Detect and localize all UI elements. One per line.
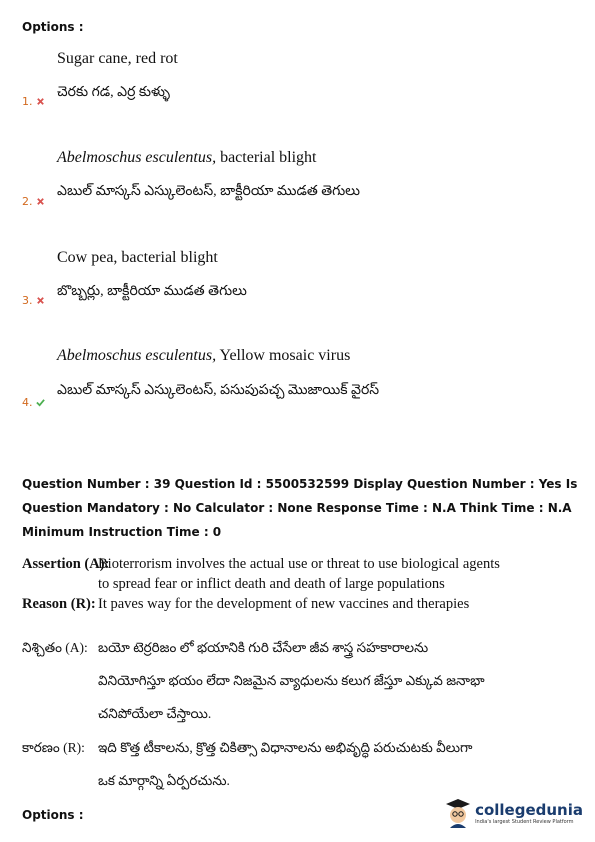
assertion-line-1: Bioterrorism involves the actual use or threat to use biological agents [98,556,500,572]
cross-icon [36,296,45,305]
check-icon [36,398,45,407]
option-4-number: 4. [22,396,33,409]
assertion-line-2: to spread fear or inflict death and death of large populations [98,576,445,592]
option-3-number: 3. [22,294,33,307]
telugu-assertion-line-2: వినియోగిస్తూ భయం లేదా నిజమైన వ్యాధులను కలుగ జేస్తూ ఎక్కువ జనాభా [98,673,485,688]
assertion-label-text: Assertion (A): [22,556,110,572]
telugu-assertion-line-3: చనిపోయేలా చేస్తాయి. [98,706,212,721]
option-1-english [57,50,178,68]
option-2-telugu: ఎబుల్ మాస్కస్ ఎస్కులెంటస్, బాక్టీరియా ముడత తెగులు [57,184,360,199]
option-1-telugu: చెరకు గడ, ఎర్ర కుళ్ళు [57,85,171,100]
reason-label-text: Reason (R): [22,596,96,612]
option-3-telugu: బొబ్బర్లు, బాక్టీరియా ముడత తెగులు [57,284,247,299]
option-4-species: Abelmoschus esculentus, [57,347,217,364]
logo-text-block [475,801,583,825]
telugu-assertion-line-1: బయో టెర్రరిజం లో భయానికి గురి చేసేలా జీవ శాస్త్ర సహకారాలను [98,640,429,655]
cross-icon [36,97,45,106]
option-4-marker [22,396,45,409]
option-4-english [57,347,350,365]
option-2-species: Abelmoschus esculentus, [57,149,217,166]
option-3-english-text: Cow pea, bacterial blight [57,249,218,266]
option-2-marker [22,195,45,208]
assertion-label [22,556,109,573]
option-3-english [57,249,218,267]
cross-icon [36,197,45,206]
logo-tagline: India's largest Student Review Platform [475,819,574,825]
telugu-assertion-label: నిశ్చితం (A): [22,640,88,655]
telugu-reason-line-1: ఇది కొత్త టీకాలను, క్రొత్త చికిత్సా విధానాలను అభివృద్ధి పరుచుటకు వీలుగా [98,740,473,755]
option-4-disease: Yellow mosaic virus [216,347,351,364]
option-1-number: 1. [22,95,33,108]
options-heading-bottom: Options : [22,808,84,822]
option-3-marker [22,294,45,307]
option-1-english-text: Sugar cane, red rot [57,50,178,67]
reason-label [22,596,96,613]
option-2-disease: bacterial blight [216,149,317,166]
option-2-english [57,149,316,167]
logo-wordmark: collegedunia [475,801,583,819]
collegedunia-logo [445,798,583,828]
graduate-mascot-icon [445,798,471,828]
option-1-marker [22,95,45,108]
option-4-telugu: ఎబుల్ మాస్కస్ ఎస్కులెంటస్, పసుపుపచ్చ మొజాయిక్ వైరస్ [57,383,380,398]
question-meta: Question Number : 39 Question Id : 5500532599 Display Question Number : Yes Is Question Mandatory : No Calculator : None Response Time : N.A Think Time : N.A Minimum Instruction Time : 0 [22,477,578,539]
telugu-reason-label: కారణం (R): [22,740,85,755]
reason-text: It paves way for the development of new vaccines and therapies [98,596,470,612]
option-2-number: 2. [22,195,33,208]
telugu-reason-line-2: ఒక మార్గాన్ని ఏర్పరచును. [98,773,230,788]
options-heading: Options : [22,20,84,34]
